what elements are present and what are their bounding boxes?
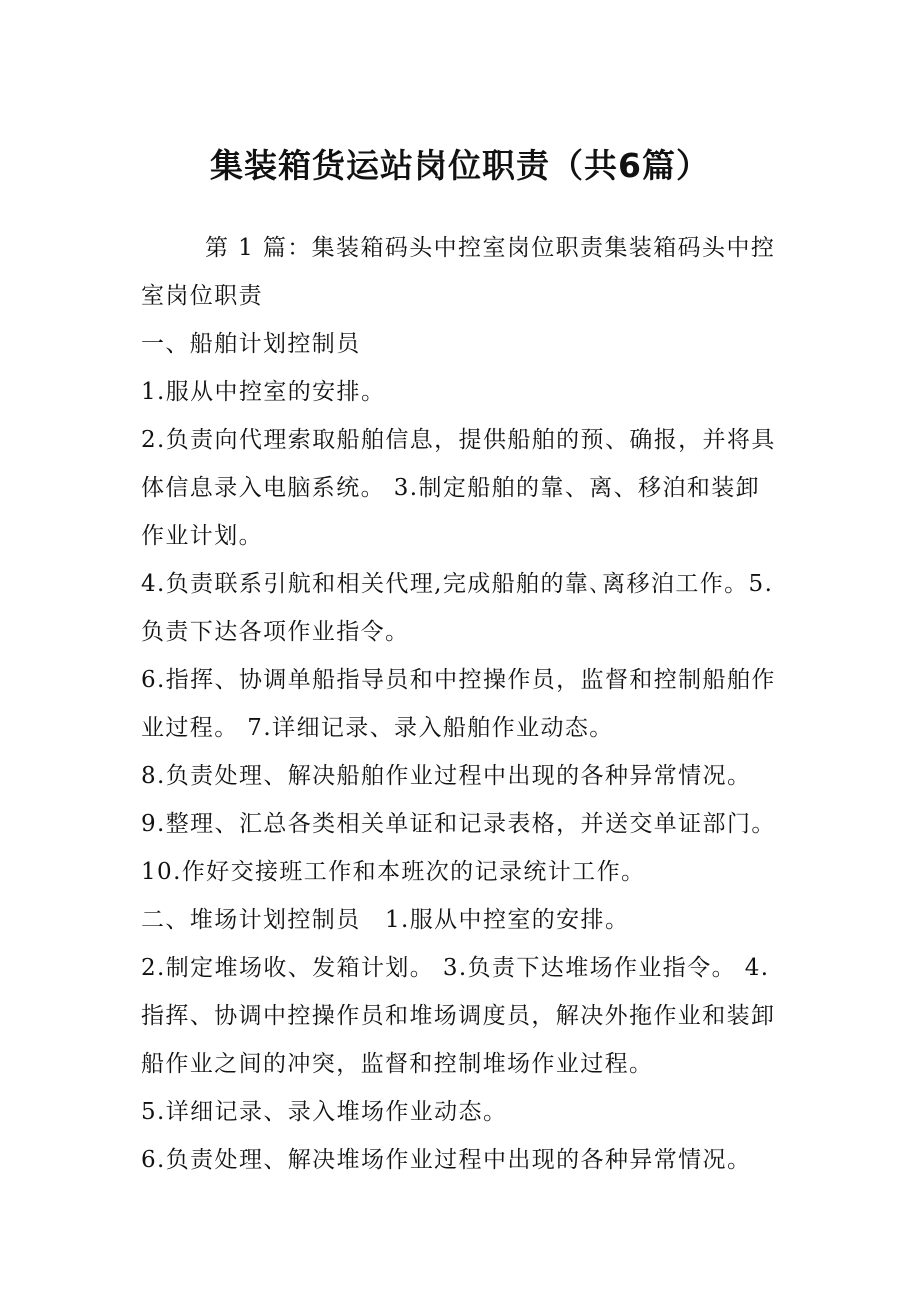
paragraph-line: 1.服从中控室的安排。 <box>141 379 386 405</box>
paragraph-line: 6.负责处理、解决堆场作业过程中出现的各种异常情况。 <box>141 1147 752 1173</box>
paragraph-line: 业过程。 7.详细记录、录入船舶作业动态。 <box>141 715 614 741</box>
section-heading: 一、船舶计划控制员 <box>141 331 361 357</box>
paragraph-line: 6.指挥、协调单船指导员和中控操作员，监督和控制船舶作 <box>141 667 776 693</box>
paragraph-line: 2.制定堆场收、发箱计划。 3.负责下达堆场作业指令。 4. <box>141 955 770 981</box>
section-heading: 二、堆场计划控制员 1.服从中控室的安排。 <box>141 907 630 933</box>
paragraph-line: 第 1 篇：集装箱码头中控室岗位职责集装箱码头中控 <box>205 235 776 261</box>
paragraph-line: 9.整理、汇总各类相关单证和记录表格，并送交单证部门。 <box>141 811 776 837</box>
document-body <box>141 224 793 1184</box>
paragraph-line: 5.详细记录、录入堆场作业动态。 <box>141 1099 508 1125</box>
paragraph-line: 4.负责联系引航和相关代理,完成船舶的靠､离移泊工作。5. <box>141 571 774 597</box>
paragraph-line: 10.作好交接班工作和本班次的记录统计工作。 <box>141 859 646 885</box>
paragraph-line: 船作业之间的冲突，监督和控制堆场作业过程。 <box>141 1051 654 1077</box>
paragraph-line: 8.负责处理、解决船舶作业过程中出现的各种异常情况。 <box>141 763 752 789</box>
paragraph-line: 2.负责向代理索取船舶信息，提供船舶的预、确报，并将具 <box>141 427 776 453</box>
paragraph-line: 作业计划。 <box>141 523 263 549</box>
document-title: 集装箱货运站岗位职责（共6篇） <box>210 146 710 185</box>
paragraph-line: 负责下达各项作业指令。 <box>141 619 410 645</box>
paragraph-line: 体信息录入电脑系统。 3.制定船舶的靠、离、移泊和装卸 <box>141 475 761 501</box>
paragraph-line: 指挥、协调中控操作员和堆场调度员，解决外拖作业和装卸 <box>141 1003 776 1029</box>
paragraph-line: 室岗位职责 <box>141 283 263 309</box>
